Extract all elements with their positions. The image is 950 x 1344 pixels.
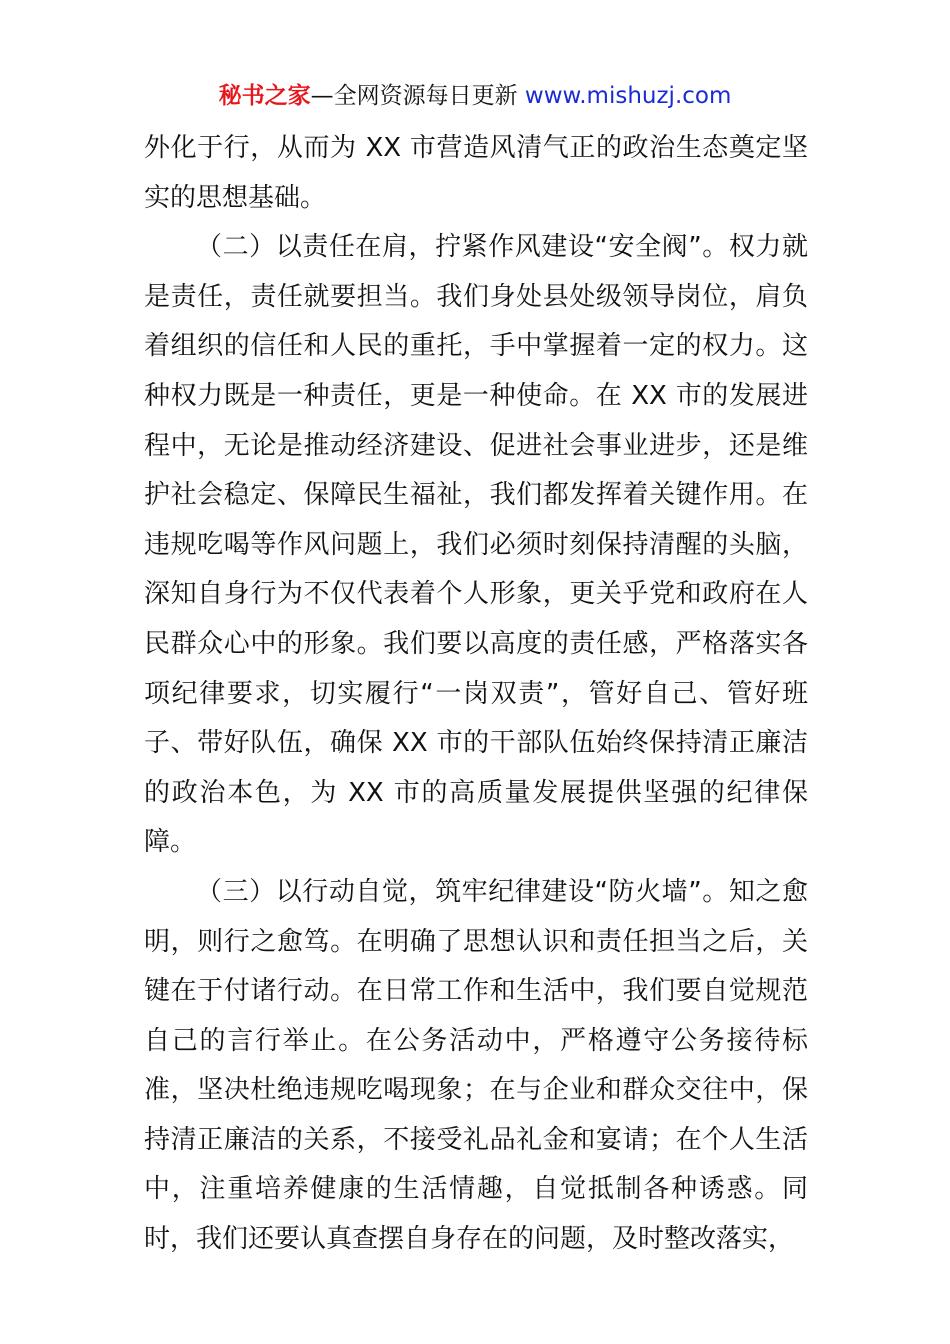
paragraph-section-two: （二）以责任在肩，拧紧作风建设“安全阀”。权力就是责任，责任就要担当。我们身处县处级领导岗位，肩负着组织的信任和人民的重托，手中掌握着一定的权力。这种权力既是一种责任，更是一种使命。在 XX 市的发展进程中，无论是推动经济建设、促进社会事业进步，还是维护社会稳定、保障民生福祉，我们都发挥着关键作用。在违规吃喝等作风问题上，我们必须时刻保持清醒的头脑，深知自身行为不仅代表着个人形象，更关乎党和政府在人民群众心中的形象。我们要以高度的责任感，严格落实各项纪律要求，切实履行“一岗双责”，管好自己、管好班子、带好队伍，确保 XX 市的干部队伍始终保持清正廉洁的政治本色，为 XX 市的高质量发展提供坚强的纪律保障。 (144, 232, 808, 858)
site-tagline: —全网资源每日更新 (310, 83, 518, 109)
site-brand: 秘书之家 (218, 83, 311, 109)
document-body (144, 124, 808, 1265)
paragraph-section-three: （三）以行动自觉，筑牢纪律建设“防火墙”。知之愈明，则行之愈笃。在明确了思想认识和责任担当之后，关键在于付诸行动。在日常工作和生活中，我们要自觉规范自己的言行举止。在公务活动中，严格遵守公务接待标准，坚决杜绝违规吃喝现象；在与企业和群众交往中，保持清正廉洁的关系，不接受礼品礼金和宴请；在个人生活中，注重培养健康的生活情趣，自觉抵制各种诱惑。同时，我们还要认真查摆自身存在的问题，及时整改落实， (144, 876, 808, 1255)
paragraph-continuation: 外化于行，从而为 XX 市营造风清气正的政治生态奠定坚实的思想基础。 (144, 133, 808, 213)
site-url-link[interactable]: www.mishuzj.com (524, 83, 732, 109)
page-header (0, 80, 950, 112)
